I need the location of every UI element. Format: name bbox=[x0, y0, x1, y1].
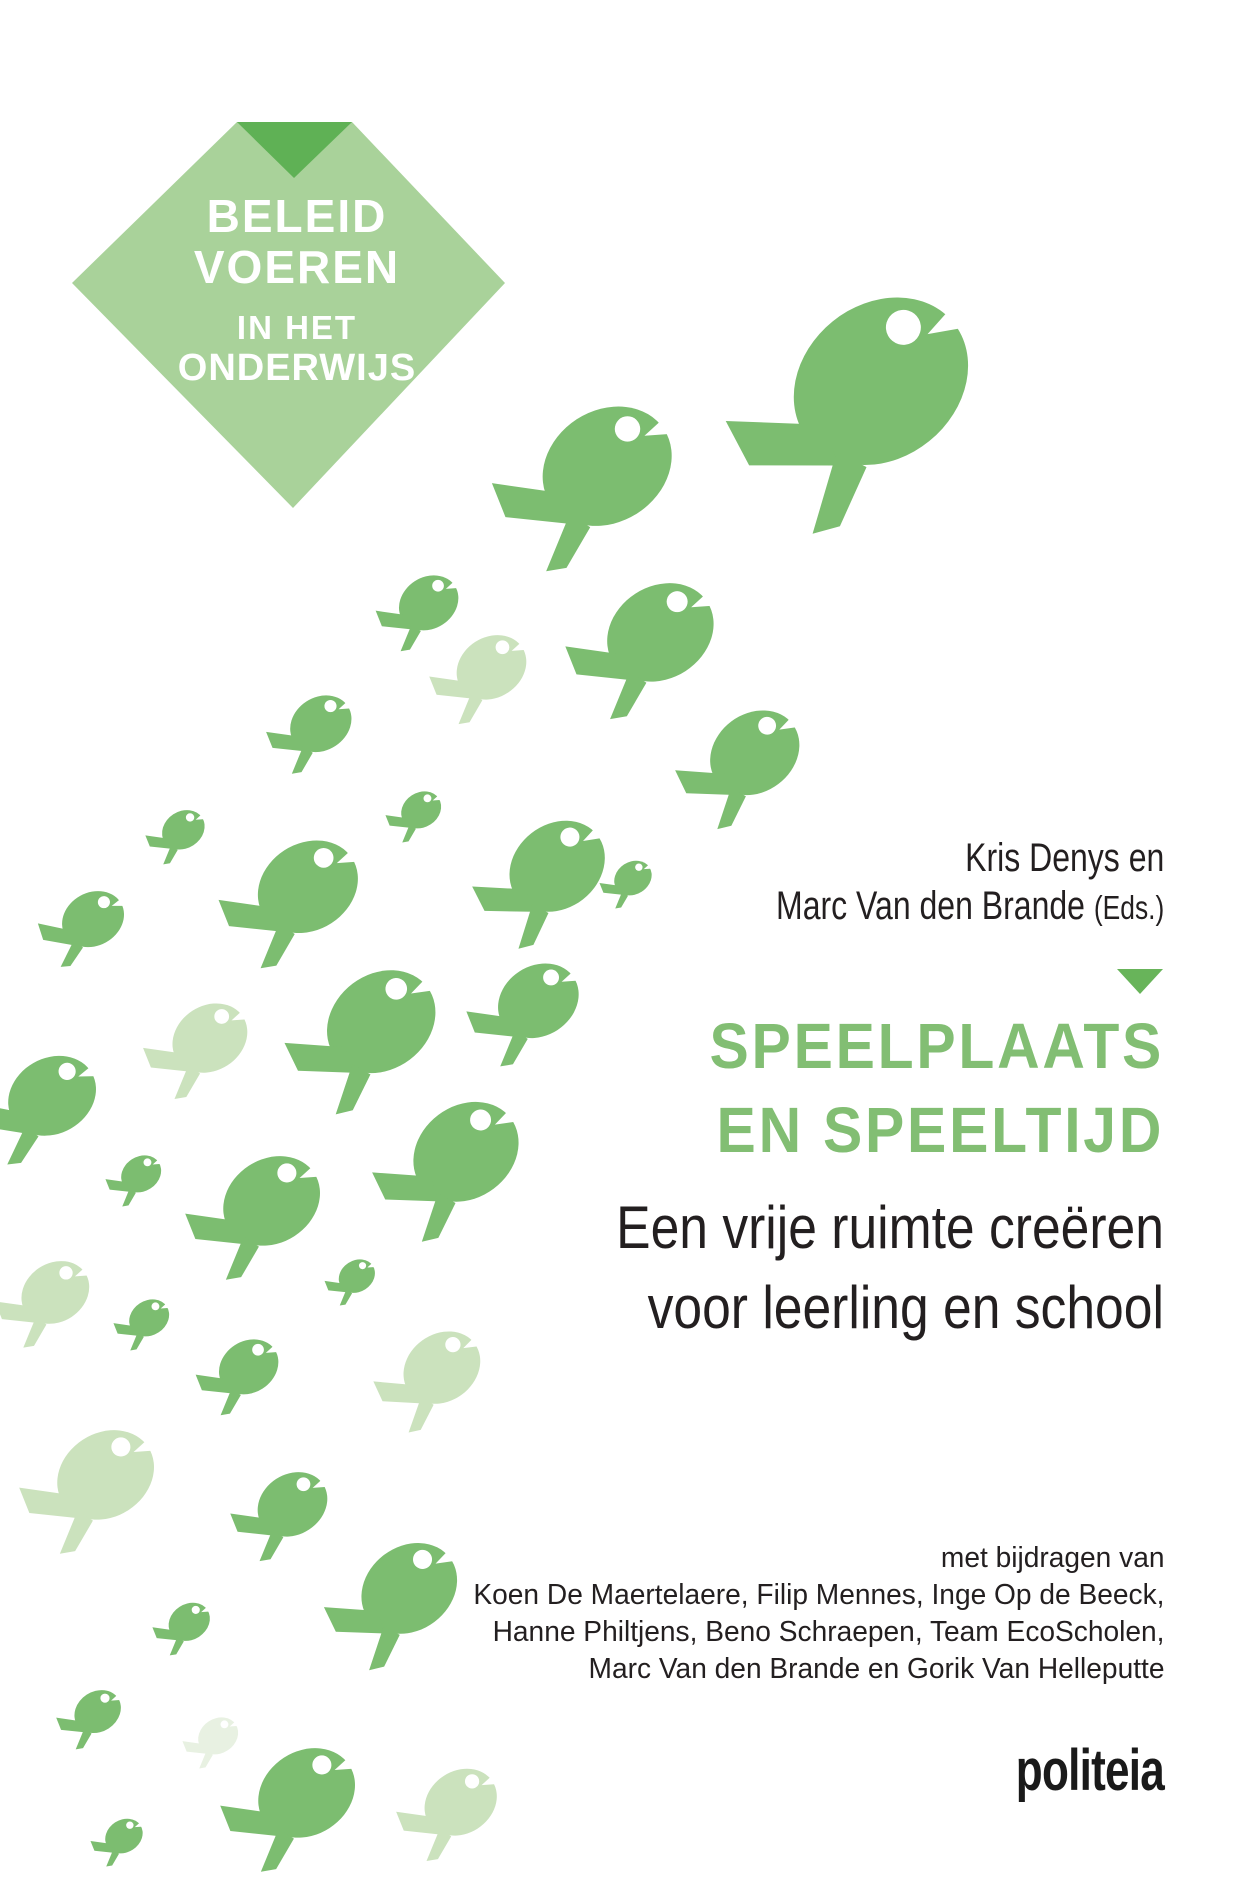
fish-icon bbox=[396, 1755, 509, 1861]
fish-icon bbox=[370, 1315, 497, 1435]
badge-line-3: IN HET bbox=[236, 309, 358, 346]
fish-icon bbox=[492, 382, 695, 571]
fish-icon bbox=[113, 1292, 176, 1351]
title-line-2: EN SPEELTIJD bbox=[716, 1094, 1164, 1166]
fish-icon bbox=[145, 802, 212, 864]
contributors-line-2: Hanne Philtjens, Beno Schraepen, Team EcoScholen, bbox=[492, 1616, 1164, 1648]
fish-icon bbox=[230, 1459, 339, 1561]
fish-icon bbox=[220, 1730, 372, 1872]
editors bbox=[776, 834, 1164, 932]
publisher-logo: politeia bbox=[1015, 1738, 1164, 1803]
fish-icon bbox=[35, 876, 137, 972]
fish-icon bbox=[670, 690, 821, 832]
fish-icon bbox=[385, 784, 448, 843]
badge-line-2: VOEREN bbox=[193, 241, 401, 293]
fish-icon bbox=[152, 1595, 217, 1655]
fish-icon bbox=[711, 254, 1015, 542]
contributors-line-3: Marc Van den Brande en Gorik Van Helleputte bbox=[588, 1653, 1164, 1685]
fish-icon bbox=[319, 1521, 480, 1673]
badge-line-4: ONDERWIJS bbox=[177, 347, 417, 389]
fish-icon bbox=[429, 622, 538, 724]
series-badge bbox=[147, 191, 447, 389]
editors-line-2: Marc Van den Brande (Eds.) bbox=[775, 884, 1164, 928]
fish-icon bbox=[376, 564, 469, 651]
fish-icon bbox=[185, 1138, 337, 1280]
fish-icon bbox=[279, 945, 462, 1117]
title-line-1: SPEELPLAATS bbox=[709, 1010, 1164, 1082]
fish-icon bbox=[196, 1328, 289, 1415]
fish-icon bbox=[19, 1412, 171, 1554]
fish-icon bbox=[366, 1078, 544, 1245]
fish-icon bbox=[266, 684, 362, 774]
fish-icon bbox=[0, 1035, 114, 1169]
fish-icon bbox=[325, 1253, 382, 1306]
contributors-intro: met bijdragen van bbox=[940, 1542, 1164, 1574]
fish-icon bbox=[90, 1812, 149, 1867]
fish-icon bbox=[56, 1681, 129, 1749]
subtitle-line-2: voor leerling en school bbox=[647, 1274, 1164, 1341]
subtitle-line-1: Een vrije ruimte creëren bbox=[616, 1194, 1164, 1261]
fish-icon bbox=[143, 989, 260, 1099]
fish-icon bbox=[105, 1148, 168, 1207]
contributors-line-1: Koen De Maertelaere, Filip Mennes, Inge Op de Beeck, bbox=[472, 1579, 1164, 1611]
fish-icon bbox=[565, 563, 732, 719]
book-title bbox=[709, 1004, 1164, 1172]
down-arrow-icon bbox=[1117, 969, 1163, 994]
badge-line-1: BELEID bbox=[206, 190, 388, 242]
editors-line-1: Kris Denys en bbox=[964, 836, 1164, 880]
fish-icon bbox=[219, 822, 376, 968]
fish-icon bbox=[466, 948, 593, 1066]
contributors bbox=[473, 1540, 1164, 1688]
fish-icon bbox=[466, 798, 630, 952]
editors-suffix: (Eds.) bbox=[1093, 889, 1164, 926]
fish-icon bbox=[0, 1248, 101, 1347]
fish-icon bbox=[182, 1710, 245, 1769]
book-subtitle bbox=[616, 1188, 1164, 1348]
fish-icon bbox=[599, 854, 658, 909]
